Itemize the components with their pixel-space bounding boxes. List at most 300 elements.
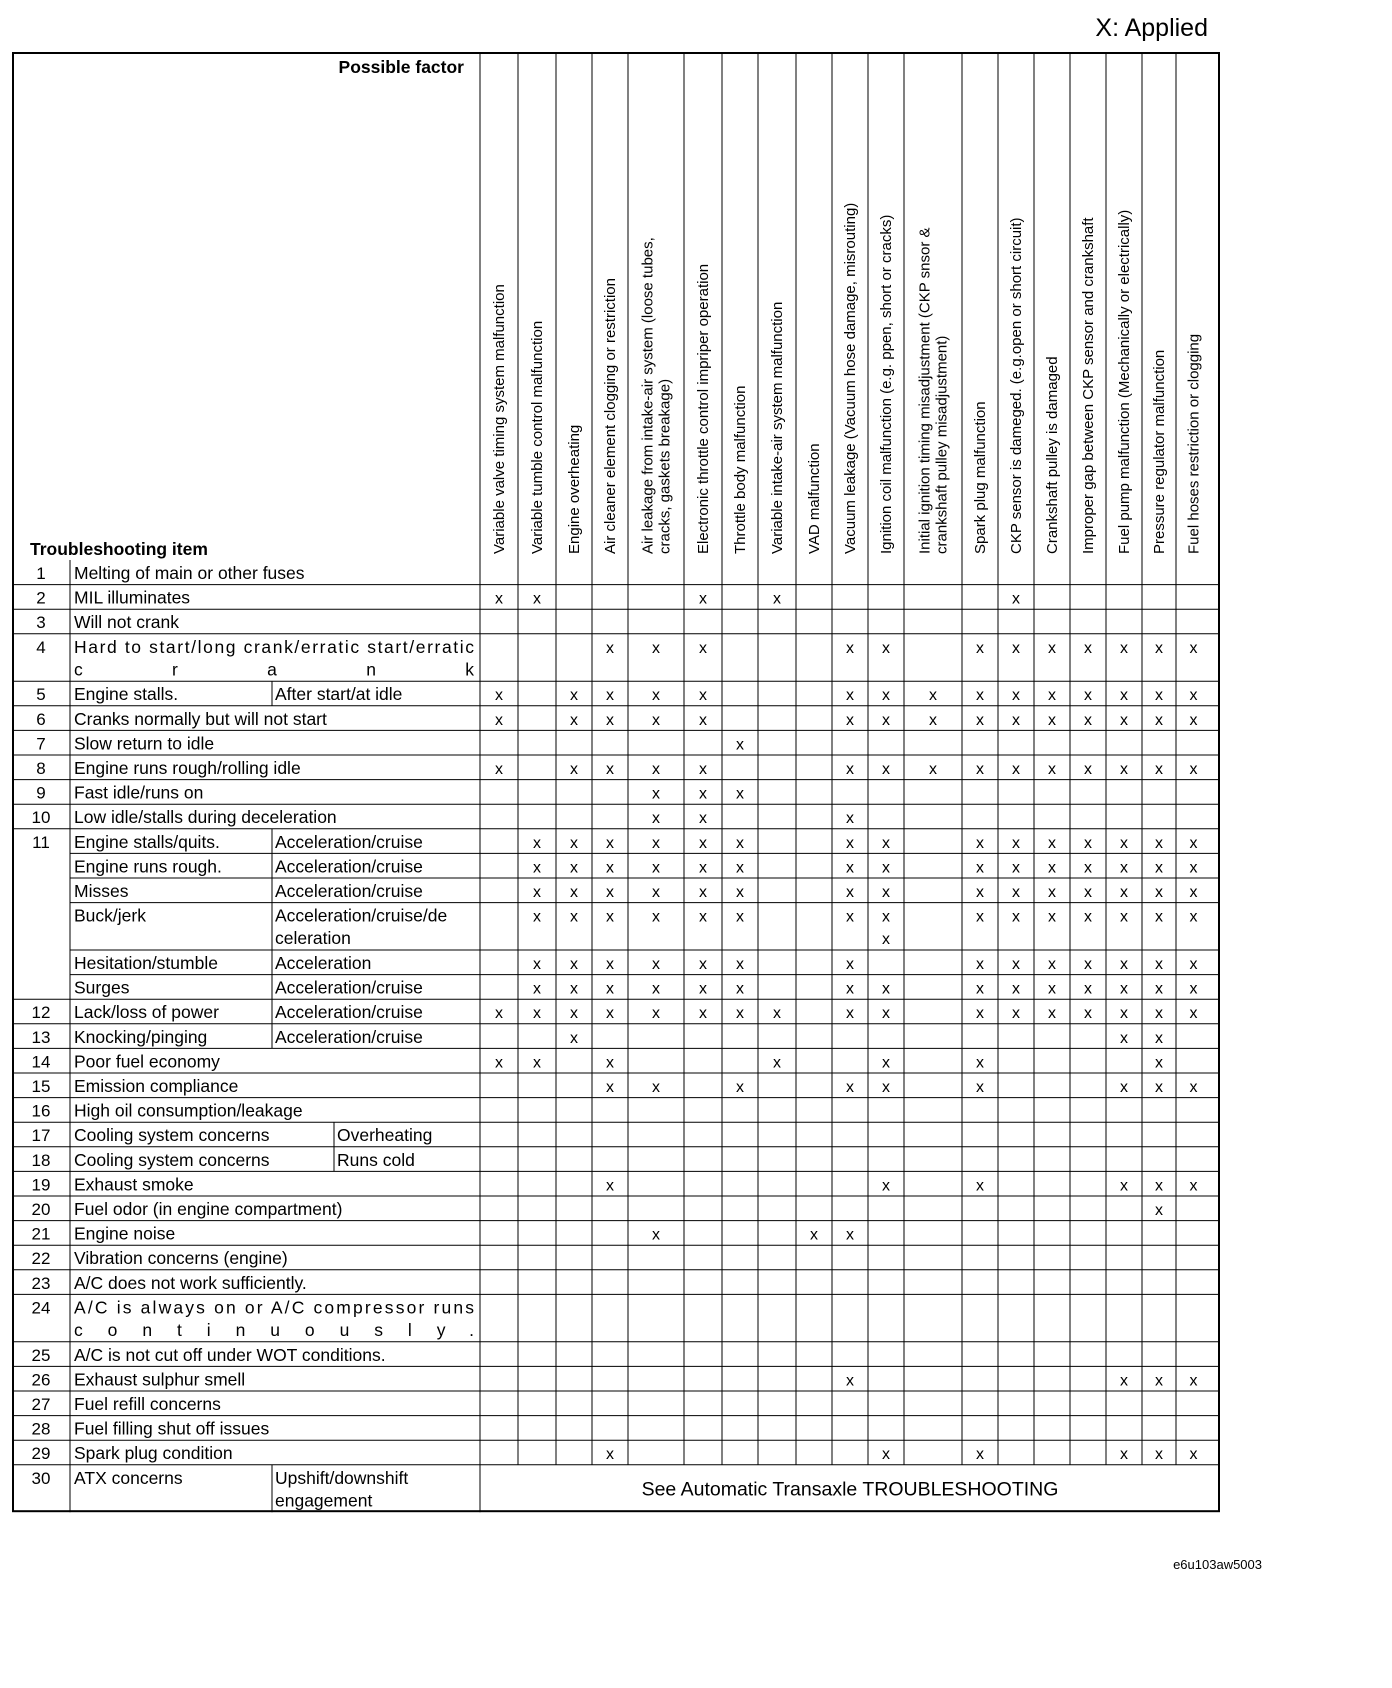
factor-header: Engine overheating <box>566 424 583 554</box>
applied-mark: x <box>976 908 984 926</box>
applied-mark: x <box>606 639 614 657</box>
condition-text: Overheating <box>337 1125 433 1146</box>
applied-mark: x <box>570 761 578 778</box>
condition-text: Acceleration/cruise <box>275 856 423 877</box>
applied-mark: x <box>1012 1005 1020 1023</box>
applied-mark: x <box>976 884 984 901</box>
applied-mark: x <box>652 810 660 828</box>
applied-mark: x <box>1155 687 1163 705</box>
applied-mark: x <box>533 980 541 998</box>
legend-applied: X: Applied <box>1095 14 1208 42</box>
applied-mark: x <box>1155 1029 1163 1047</box>
factor-header: Fuel pump malfunction (Mechanically or electrically) <box>1116 209 1133 554</box>
applied-mark: x <box>1189 834 1198 852</box>
applied-mark: x <box>929 761 937 778</box>
condition-text: Acceleration/cruise <box>275 831 423 852</box>
factor-header: Ignition coil malfunction (e.g. ppen, short or cracks) <box>878 214 895 554</box>
applied-mark: x <box>1084 711 1092 729</box>
applied-mark: x <box>570 687 578 705</box>
applied-mark: x <box>976 1079 984 1096</box>
applied-mark: x <box>606 956 614 973</box>
row-number: 15 <box>31 1077 51 1096</box>
applied-mark: x <box>652 980 660 998</box>
applied-mark: x <box>929 687 937 705</box>
applied-mark: x <box>1155 761 1163 778</box>
factor-header: Variable valve timing system malfunction <box>491 284 508 554</box>
applied-mark: x <box>846 687 854 705</box>
applied-mark: x <box>495 687 503 705</box>
applied-mark: x <box>1120 1177 1128 1195</box>
applied-mark: x <box>699 639 707 657</box>
applied-mark: x <box>652 908 660 926</box>
troubleshooting-item: Fuel odor (in engine compartment) <box>74 1199 343 1219</box>
applied-mark: x <box>1084 908 1092 926</box>
applied-mark: x <box>606 859 614 877</box>
applied-mark: x <box>606 1177 614 1195</box>
row-number: 14 <box>31 1052 51 1072</box>
applied-mark: x <box>699 980 707 998</box>
applied-mark: x <box>1155 1202 1163 1219</box>
applied-mark: x <box>736 859 744 877</box>
row-number: 17 <box>31 1126 51 1146</box>
applied-mark: x <box>773 1054 781 1072</box>
condition-text: Acceleration/cruise/de <box>275 905 448 926</box>
applied-mark: x <box>736 980 744 998</box>
applied-mark: x <box>882 1005 890 1023</box>
row-number: 4 <box>36 637 46 657</box>
applied-mark: x <box>606 884 614 901</box>
applied-mark: x <box>976 1054 984 1072</box>
applied-mark: x <box>606 1079 614 1096</box>
applied-mark: x <box>1048 1005 1056 1023</box>
applied-mark: x <box>570 711 578 729</box>
applied-mark: x <box>1012 590 1020 608</box>
applied-mark: x <box>652 1226 660 1244</box>
row-number: 27 <box>31 1395 51 1414</box>
row-number: 10 <box>31 808 51 828</box>
applied-mark: x <box>1189 859 1198 877</box>
applied-mark: x <box>1084 639 1092 657</box>
factor-header: Electronic throttle control impriper operation <box>695 263 712 554</box>
applied-mark: x <box>976 1446 984 1464</box>
applied-mark: x <box>846 956 854 973</box>
applied-mark: x <box>846 859 854 877</box>
applied-mark: x <box>882 1054 890 1072</box>
condition-text: Upshift/downshift <box>275 1467 409 1488</box>
factor-header: Air cleaner element clogging or restriction <box>602 278 619 554</box>
applied-mark: x <box>1012 859 1020 877</box>
troubleshooting-item: Poor fuel economy <box>74 1051 220 1072</box>
troubleshooting-item: Will not crank <box>74 612 180 633</box>
applied-mark: x <box>846 639 854 657</box>
troubleshooting-item: Melting of main or other fuses <box>74 563 305 583</box>
applied-mark: x <box>1120 1005 1128 1023</box>
applied-mark: x <box>1120 956 1128 973</box>
applied-mark: x <box>652 1005 660 1023</box>
applied-mark: x <box>652 859 660 877</box>
applied-mark: x <box>1120 1372 1128 1390</box>
applied-mark: x <box>736 1005 744 1023</box>
applied-mark: x <box>570 859 578 877</box>
applied-mark: x <box>606 980 614 998</box>
applied-mark: x <box>652 785 660 803</box>
factor-header: crankshaft pulley misadjustment) <box>933 335 951 554</box>
applied-mark: x <box>1155 834 1163 852</box>
troubleshooting-item: Fuel filling shut off issues <box>74 1418 270 1439</box>
applied-mark: x <box>652 1079 660 1096</box>
troubleshooting-item: High oil consumption/leakage <box>74 1100 303 1121</box>
applied-mark: x <box>699 908 707 926</box>
applied-mark: x <box>1012 908 1020 926</box>
applied-mark: x <box>976 1177 984 1195</box>
applied-mark: x <box>652 639 660 657</box>
applied-mark: x <box>976 956 984 973</box>
applied-mark: x <box>1120 908 1128 926</box>
applied-mark: x <box>533 859 541 877</box>
applied-mark: x <box>606 834 614 852</box>
applied-mark: x <box>652 687 660 705</box>
applied-mark: x <box>882 908 890 926</box>
row-number: 5 <box>36 685 46 705</box>
troubleshooting-item: ATX concerns <box>74 1467 183 1488</box>
troubleshooting-item: Cranks normally but will not start <box>74 708 327 729</box>
troubleshooting-item: Slow return to idle <box>74 733 215 754</box>
applied-mark: x <box>976 687 984 705</box>
applied-mark: x <box>699 956 707 973</box>
applied-mark: x <box>976 711 984 729</box>
applied-mark: x <box>1155 956 1163 973</box>
row-number: 3 <box>36 613 46 633</box>
applied-mark: x <box>846 810 854 828</box>
applied-mark: x <box>882 980 890 998</box>
row-number: 24 <box>31 1298 51 1318</box>
applied-mark: x <box>606 761 614 778</box>
troubleshooting-item: Spark plug condition <box>74 1443 233 1464</box>
applied-mark: x <box>533 1054 541 1072</box>
troubleshooting-item: Cooling system concerns <box>74 1125 270 1146</box>
applied-mark: x <box>1084 859 1092 877</box>
applied-mark: x <box>1012 834 1020 852</box>
header-possible-factor: Possible factor <box>338 57 464 77</box>
row-number: 22 <box>31 1249 51 1269</box>
applied-mark: x <box>846 884 854 901</box>
applied-mark: x <box>882 859 890 877</box>
applied-mark: x <box>699 590 707 608</box>
applied-mark: x <box>1189 1372 1198 1390</box>
applied-mark: x <box>976 639 984 657</box>
applied-mark: x <box>1155 1372 1163 1390</box>
row-number: 19 <box>31 1175 51 1195</box>
applied-mark: x <box>976 834 984 852</box>
applied-mark: x <box>606 687 614 705</box>
row-number: 6 <box>36 709 46 729</box>
troubleshooting-item: Surges <box>74 977 130 998</box>
troubleshooting-item: Misses <box>74 881 129 901</box>
applied-mark: x <box>773 590 781 608</box>
applied-mark: x <box>1120 884 1128 901</box>
header-troubleshooting-item: Troubleshooting item <box>30 539 208 559</box>
troubleshooting-item: Engine stalls/quits. <box>74 831 220 852</box>
applied-mark: x <box>1120 761 1128 778</box>
troubleshooting-item: Cooling system concerns <box>74 1149 270 1170</box>
applied-mark: x <box>1155 1079 1163 1096</box>
applied-mark: x <box>533 834 541 852</box>
applied-mark: x <box>1155 908 1163 926</box>
applied-mark: x <box>1012 761 1020 778</box>
condition-text: Acceleration/cruise <box>275 1002 423 1023</box>
applied-mark: x <box>846 908 854 926</box>
applied-mark: x <box>652 834 660 852</box>
troubleshooting-item: Engine runs rough. <box>74 856 222 877</box>
applied-mark: x <box>570 1029 578 1047</box>
applied-mark: x <box>1189 761 1198 778</box>
row-number: 9 <box>36 783 46 803</box>
applied-mark: x <box>699 859 707 877</box>
applied-mark: x <box>699 761 707 778</box>
applied-mark: x <box>1048 956 1056 973</box>
troubleshooting-item: crank <box>74 659 474 680</box>
applied-mark: x <box>1012 687 1020 705</box>
applied-mark: x <box>495 711 503 729</box>
troubleshooting-item: Fast idle/runs on <box>74 782 204 803</box>
applied-mark: x <box>1120 687 1128 705</box>
factor-header: Vacuum leakage (Vacuum hose damage, misrouting) <box>842 202 859 554</box>
applied-mark: x <box>1084 980 1092 998</box>
troubleshooting-item: A/C is not cut off under WOT conditions. <box>74 1344 386 1365</box>
factor-header: Throttle body malfunction <box>732 385 749 554</box>
applied-mark: x <box>1155 980 1163 998</box>
applied-mark: x <box>1189 956 1198 973</box>
applied-mark: x <box>1120 859 1128 877</box>
applied-mark: x <box>1084 956 1092 973</box>
applied-mark: x <box>882 834 890 852</box>
applied-mark: x <box>1189 908 1198 926</box>
applied-mark: x <box>1189 687 1198 705</box>
row-number: 2 <box>36 588 46 608</box>
factor-header: Spark plug malfunction <box>972 401 989 554</box>
applied-mark: x <box>1048 761 1056 778</box>
applied-mark: x <box>1155 711 1163 729</box>
applied-mark: x <box>699 785 707 803</box>
applied-mark: x <box>1155 859 1163 877</box>
applied-mark: x <box>570 1005 578 1023</box>
condition-text: Acceleration/cruise <box>275 1026 423 1047</box>
applied-mark: x <box>495 590 503 608</box>
applied-mark: x <box>882 1177 890 1195</box>
factor-header: CKP sensor is dameged. (e.g.open or short circuit) <box>1008 217 1025 554</box>
applied-mark: x <box>570 956 578 973</box>
row-number: 28 <box>31 1419 51 1439</box>
applied-mark: x <box>882 884 890 901</box>
troubleshooting-item: Lack/loss of power <box>74 1002 219 1023</box>
troubleshooting-item: Exhaust sulphur smell <box>74 1369 246 1390</box>
applied-mark: x <box>1189 980 1198 998</box>
condition-text: Runs cold <box>337 1149 415 1170</box>
applied-mark: x <box>846 761 854 778</box>
troubleshooting-item: Low idle/stalls during deceleration <box>74 807 337 828</box>
applied-mark: x <box>1084 884 1092 901</box>
row-number: 26 <box>31 1370 51 1390</box>
applied-mark: x <box>1048 834 1056 852</box>
applied-mark: x <box>846 1079 854 1096</box>
applied-mark: x <box>1120 1079 1128 1096</box>
applied-mark: x <box>606 1446 614 1464</box>
factor-header: Variable tumble control malfunction <box>529 320 546 554</box>
applied-mark: x <box>699 810 707 828</box>
row-number: 13 <box>31 1027 51 1047</box>
applied-mark: x <box>882 639 890 657</box>
applied-mark: x <box>736 1079 744 1096</box>
applied-mark: x <box>846 1005 854 1023</box>
applied-mark: x <box>1120 1446 1128 1464</box>
row-number: 25 <box>31 1345 51 1365</box>
applied-mark: x <box>533 956 541 973</box>
applied-mark: x <box>1189 1177 1198 1195</box>
condition-text: engagement <box>275 1490 373 1511</box>
troubleshooting-item: continuously. <box>74 1319 474 1340</box>
condition-text: Acceleration/cruise <box>275 977 423 998</box>
factor-header: Air leakage from intake-air system (loose tubes, <box>639 237 657 554</box>
applied-mark: x <box>1189 711 1198 729</box>
applied-mark: x <box>736 736 744 754</box>
applied-mark: x <box>1120 639 1128 657</box>
applied-mark: x <box>1120 980 1128 998</box>
applied-mark: x <box>1155 639 1163 657</box>
applied-mark: x <box>1048 884 1056 901</box>
applied-mark: x <box>1048 687 1056 705</box>
atx-note: See Automatic Transaxle TROUBLESHOOTING <box>641 1478 1059 1501</box>
applied-mark: x <box>1189 884 1198 901</box>
applied-mark: x <box>1048 639 1056 657</box>
factor-header: VAD malfunction <box>806 443 823 554</box>
factor-header: cracks, gaskets breakage) <box>656 378 674 554</box>
applied-mark: x <box>1084 834 1092 852</box>
applied-mark: x <box>570 908 578 926</box>
row-number: 18 <box>31 1150 51 1170</box>
factor-header: Improper gap between CKP sensor and crankshaft <box>1080 217 1097 554</box>
applied-mark: x <box>1012 711 1020 729</box>
troubleshooting-table <box>12 52 1220 1518</box>
applied-mark: x <box>606 1005 614 1023</box>
applied-mark: x <box>810 1226 818 1244</box>
applied-mark: x <box>1048 859 1056 877</box>
applied-mark: x <box>773 1005 781 1023</box>
applied-mark: x <box>533 1005 541 1023</box>
applied-mark: x <box>1120 834 1128 852</box>
applied-mark: x <box>1120 711 1128 729</box>
troubleshooting-item: MIL illuminates <box>74 587 191 608</box>
applied-mark: x <box>699 1005 707 1023</box>
condition-text: After start/at idle <box>275 684 403 705</box>
applied-mark: x <box>846 1372 854 1390</box>
applied-mark: x <box>976 1005 984 1023</box>
applied-mark: x <box>846 980 854 998</box>
applied-mark: x <box>736 834 744 852</box>
applied-mark: x <box>846 1226 854 1244</box>
applied-mark: x <box>1189 1079 1198 1096</box>
applied-mark: x <box>882 1446 890 1464</box>
row-number: 11 <box>32 832 50 852</box>
troubleshooting-item: A/C does not work sufficiently. <box>74 1272 307 1293</box>
troubleshooting-item: Knocking/pinging <box>74 1026 208 1047</box>
applied-mark: x <box>1012 980 1020 998</box>
applied-mark: x <box>699 687 707 705</box>
troubleshooting-item: A/C is always on or A/C compressor runs <box>74 1297 474 1318</box>
applied-mark: x <box>1048 980 1056 998</box>
troubleshooting-item: Engine stalls. <box>74 684 179 705</box>
applied-mark: x <box>533 590 541 608</box>
applied-mark: x <box>606 1054 614 1072</box>
applied-mark: x <box>606 711 614 729</box>
applied-mark: x <box>1048 711 1056 729</box>
row-number: 8 <box>36 759 46 778</box>
applied-mark: x <box>882 711 890 729</box>
applied-mark: x <box>1155 1005 1163 1023</box>
row-number: 20 <box>31 1200 51 1219</box>
factor-header: Pressure regulator malfunction <box>1151 349 1168 554</box>
applied-mark: x <box>570 884 578 901</box>
applied-mark: x <box>882 1079 890 1096</box>
troubleshooting-item: Engine noise <box>74 1223 176 1244</box>
applied-mark: x <box>1048 908 1056 926</box>
applied-mark: x <box>1084 1005 1092 1023</box>
applied-mark: x <box>1012 956 1020 973</box>
row-number: 29 <box>31 1444 51 1464</box>
applied-mark: x <box>652 761 660 778</box>
applied-mark: x <box>976 859 984 877</box>
row-number: 21 <box>31 1224 51 1244</box>
applied-mark: x <box>652 884 660 901</box>
applied-mark: x <box>652 956 660 973</box>
applied-mark: x <box>1189 1005 1198 1023</box>
row-number: 7 <box>36 734 46 754</box>
applied-mark: x <box>1155 884 1163 901</box>
applied-mark: x <box>736 785 744 803</box>
applied-mark: x <box>495 1054 503 1072</box>
troubleshooting-item: Engine runs rough/rolling idle <box>74 758 301 778</box>
applied-mark: x <box>533 908 541 926</box>
figure-id: e6u103aw5003 <box>1173 1557 1262 1572</box>
condition-text: Acceleration <box>275 953 372 973</box>
applied-mark: x <box>1189 639 1198 657</box>
applied-mark: x <box>1084 761 1092 778</box>
applied-mark: x <box>976 761 984 778</box>
applied-mark: x <box>533 884 541 901</box>
applied-mark: x <box>882 761 890 778</box>
applied-mark: x <box>699 834 707 852</box>
troubleshooting-item: Vibration concerns (engine) <box>74 1248 288 1269</box>
troubleshooting-item: Buck/jerk <box>74 905 146 926</box>
applied-mark: x <box>1189 1446 1198 1464</box>
applied-mark: x <box>976 980 984 998</box>
applied-mark: x <box>929 711 937 729</box>
row-number: 16 <box>31 1101 51 1121</box>
applied-mark: x <box>699 711 707 729</box>
row-number: 23 <box>31 1273 51 1293</box>
factor-header: Variable intake-air system malfunction <box>769 301 786 554</box>
applied-mark: x <box>1012 639 1020 657</box>
applied-mark: x <box>1012 884 1020 901</box>
applied-mark: x <box>606 908 614 926</box>
troubleshooting-item: Exhaust smoke <box>74 1174 194 1195</box>
troubleshooting-item: Fuel refill concerns <box>74 1394 221 1414</box>
row-number: 1 <box>36 564 46 583</box>
applied-mark: x <box>495 761 503 778</box>
factor-header: Crankshaft pulley is damaged <box>1044 356 1061 554</box>
condition-text: celeration <box>275 928 351 949</box>
applied-mark: x <box>736 908 744 926</box>
row-number: 12 <box>31 1003 51 1023</box>
